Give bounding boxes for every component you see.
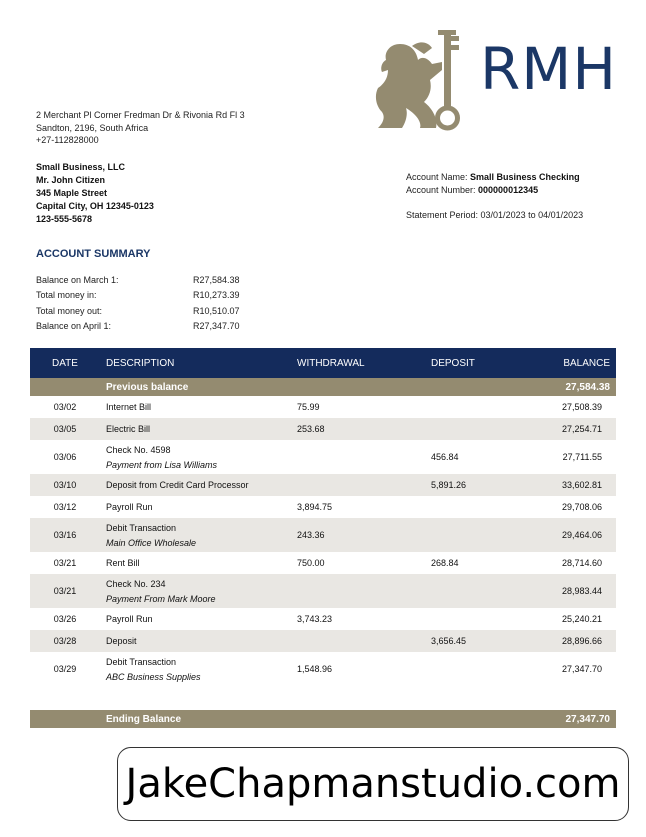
cell-deposit <box>412 396 515 418</box>
cell-balance: 28,983.44 <box>515 574 616 608</box>
cell-description <box>100 552 297 574</box>
description-main: Check No. 4598 <box>106 444 171 455</box>
cell-empty <box>297 378 412 396</box>
brand-name: RMH <box>480 35 617 103</box>
cell-date: 03/21 <box>53 558 77 568</box>
summary-title: ACCOUNT SUMMARY <box>36 248 151 260</box>
cell-balance: 25,240.21 <box>561 614 602 624</box>
account-number-line <box>406 184 580 197</box>
cell-description <box>100 496 297 518</box>
cell-date: 03/26 <box>53 614 77 624</box>
summary-label: Total money in: <box>36 290 97 301</box>
cell-balance: 29,464.06 <box>515 518 616 552</box>
table-header-row <box>30 348 616 378</box>
header-description: DESCRIPTION <box>100 348 297 378</box>
summary-row <box>36 288 240 303</box>
cell-withdrawal: 750.00 <box>297 558 325 568</box>
description-sub: ABC Business Supplies <box>106 671 201 682</box>
table-row <box>30 652 616 686</box>
cell-withdrawal: 3,743.23 <box>297 614 333 624</box>
description-main: Internet Bill <box>106 402 152 412</box>
cell-empty <box>30 378 100 396</box>
bank-address <box>36 109 245 147</box>
customer-block <box>36 161 154 226</box>
cell-description <box>100 652 297 686</box>
table-row <box>30 418 616 440</box>
cell-deposit <box>412 418 515 440</box>
previous-balance-label: Previous balance <box>100 378 297 396</box>
summary-row <box>36 319 240 334</box>
cell-balance: 33,602.81 <box>515 474 616 496</box>
account-name-line <box>406 171 580 184</box>
cell-empty <box>30 710 100 728</box>
cell-deposit <box>412 496 515 518</box>
account-name: Small Business Checking <box>470 172 580 182</box>
cell-description <box>100 608 297 630</box>
cell-date: 03/29 <box>53 664 77 674</box>
customer-phone: 123-555-5678 <box>36 214 93 224</box>
summary-row <box>36 304 240 319</box>
cell-balance: 28,714.60 <box>561 558 602 568</box>
summary-label: Balance on April 1: <box>36 320 112 331</box>
cell-date: 03/05 <box>30 418 100 440</box>
cell-date: 03/16 <box>30 518 100 552</box>
cell-withdrawal: 75.99 <box>297 402 320 412</box>
customer-company: Small Business, LLC <box>36 162 126 172</box>
ending-balance-value: 27,347.70 <box>515 710 616 728</box>
table-row <box>30 496 616 518</box>
cell-deposit <box>412 518 515 552</box>
table-row <box>30 574 616 608</box>
cell-deposit: 268.84 <box>431 558 459 568</box>
table-row <box>30 440 616 474</box>
cell-balance: 27,254.71 <box>515 418 616 440</box>
cell-date: 03/02 <box>53 402 77 412</box>
previous-balance-value: 27,584.38 <box>515 378 616 396</box>
account-summary <box>36 273 240 334</box>
account-number-label: Account Number: <box>406 184 479 195</box>
description-sub: Payment From Mark Moore <box>106 593 216 604</box>
description-main: Check No. 234 <box>106 578 166 589</box>
ending-balance-label: Ending Balance <box>100 710 297 728</box>
ending-balance-row <box>30 710 616 728</box>
cell-deposit: 456.84 <box>431 452 459 462</box>
cell-description <box>100 440 297 474</box>
cell-deposit: 3,656.45 <box>412 630 515 652</box>
header-balance: BALANCE <box>515 348 616 378</box>
customer-city: Capital City, OH 12345-0123 <box>36 201 154 211</box>
table-row <box>30 552 616 574</box>
cell-deposit <box>412 608 515 630</box>
statement-period: Statement Period: 03/01/2023 to 04/01/2023 <box>406 210 584 220</box>
description-main: Electric Bill <box>106 424 151 434</box>
cell-description <box>100 518 297 552</box>
account-name-label: Account Name: <box>406 172 471 182</box>
header-deposit: DEPOSIT <box>412 348 515 378</box>
cell-empty <box>412 378 515 396</box>
cell-withdrawal <box>297 630 412 652</box>
cell-description <box>100 630 297 652</box>
header-withdrawal: WITHDRAWAL <box>297 348 412 378</box>
description-main: Debit Transaction <box>106 656 177 667</box>
ending-balance-row <box>30 686 616 710</box>
cell-balance: 27,508.39 <box>561 402 602 412</box>
description-main: Debit Transaction <box>106 522 177 533</box>
cell-balance: 27,347.70 <box>561 664 602 674</box>
cell-balance: 29,708.06 <box>561 502 602 512</box>
cell-deposit <box>412 574 515 608</box>
customer-name: Mr. John Citizen <box>36 175 106 185</box>
previous-balance-row <box>30 378 616 396</box>
cell-withdrawal: 253.68 <box>297 418 412 440</box>
table-row <box>30 630 616 652</box>
table-row <box>30 396 616 418</box>
summary-value: R10,510.07 <box>193 305 240 316</box>
cell-deposit <box>412 652 515 686</box>
bank-address-line: Sandton, 2196, South Africa <box>36 122 149 133</box>
table-row <box>30 474 616 496</box>
transactions-table <box>30 348 616 728</box>
cell-empty <box>412 710 515 728</box>
cell-date: 03/12 <box>53 502 77 512</box>
cell-description <box>100 418 297 440</box>
bank-phone: +27-112828000 <box>36 135 99 145</box>
summary-label: Balance on March 1: <box>36 275 119 285</box>
account-number: 000000012345 <box>478 184 539 195</box>
cell-withdrawal <box>297 474 412 496</box>
cell-withdrawal <box>297 440 412 474</box>
summary-value: R10,273.39 <box>193 290 240 301</box>
table-row <box>30 518 616 552</box>
summary-row <box>36 273 240 288</box>
cell-empty <box>297 710 412 728</box>
description-sub: Payment from Lisa Williams <box>106 459 217 470</box>
cell-withdrawal: 243.36 <box>297 518 412 552</box>
cell-description <box>100 474 297 496</box>
cell-balance: 28,896.66 <box>515 630 616 652</box>
cell-date: 03/21 <box>30 574 100 608</box>
description-sub: Main Office Wholesale <box>106 537 197 548</box>
summary-label: Total money out: <box>36 305 103 316</box>
cell-withdrawal: 3,894.75 <box>297 502 333 512</box>
summary-value: R27,584.38 <box>193 275 240 285</box>
header-date: DATE <box>30 348 100 378</box>
description-main: Payroll Run <box>106 502 153 512</box>
cell-date: 03/10 <box>30 474 100 496</box>
cell-date: 03/28 <box>30 630 100 652</box>
cell-description <box>100 574 297 608</box>
description-main: Deposit <box>106 636 137 646</box>
cell-date: 03/06 <box>53 452 77 462</box>
description-main: Deposit from Credit Card Processor <box>106 480 249 490</box>
cell-withdrawal <box>297 574 412 608</box>
cell-description <box>100 396 297 418</box>
watermark-badge: JakeChapmanstudio.com <box>117 747 629 821</box>
bank-address-line: 2 Merchant Pl Corner Fredman Dr & Rivonia Rd Fl 3 <box>36 110 245 120</box>
cell-withdrawal: 1,548.96 <box>297 664 333 674</box>
table-row <box>30 608 616 630</box>
description-main: Payroll Run <box>106 614 153 624</box>
cell-deposit: 5,891.26 <box>412 474 515 496</box>
account-info <box>406 171 580 196</box>
cell-balance: 27,711.55 <box>562 452 602 462</box>
summary-value: R27,347.70 <box>193 320 240 331</box>
description-main: Rent Bill <box>106 558 140 568</box>
customer-street: 345 Maple Street <box>36 188 108 198</box>
